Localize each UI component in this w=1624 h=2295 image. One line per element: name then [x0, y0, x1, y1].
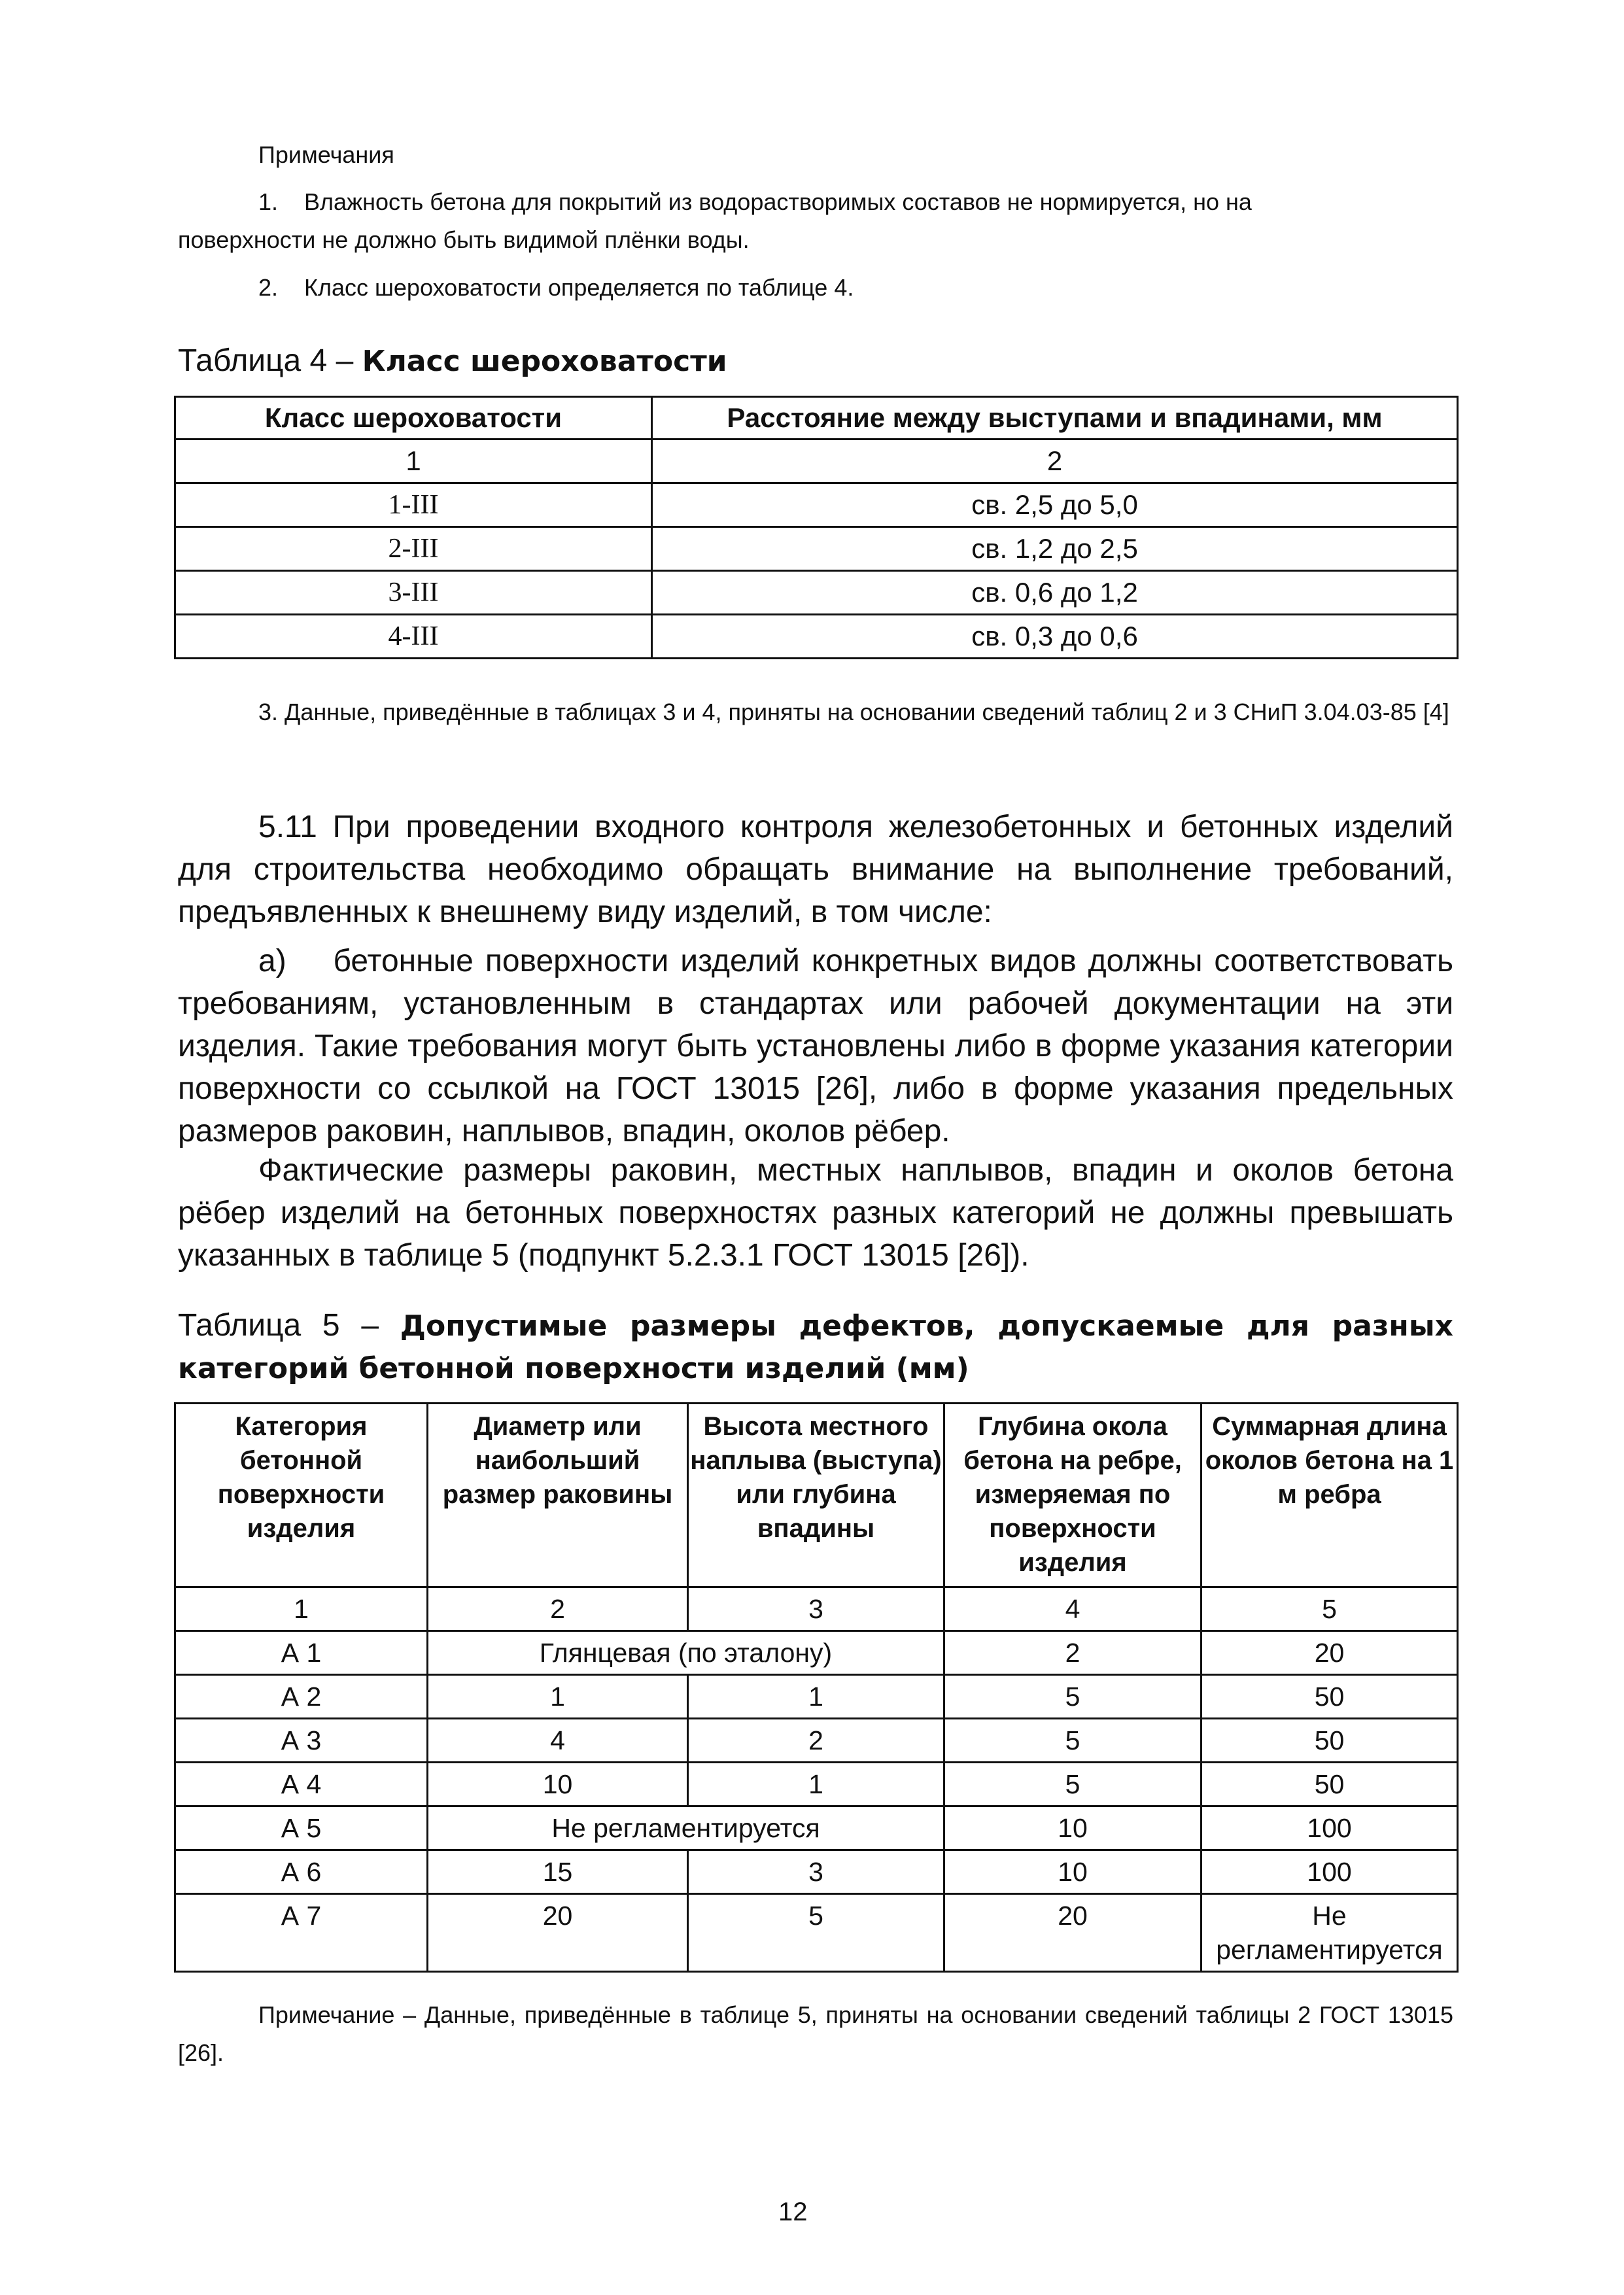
table-row	[175, 1806, 1458, 1850]
header-cell: Высота местного наплыва (выступа) или глубина впадины	[688, 1404, 944, 1587]
note-2: 2. Класс шероховатости определяется по таблице 4.	[258, 274, 854, 301]
cell: 20	[1201, 1631, 1458, 1675]
cell: 3	[688, 1587, 944, 1631]
cell: 1	[688, 1763, 944, 1806]
cell: 5	[688, 1894, 944, 1972]
header-cell: Суммарная длина околов бетона на 1 м ребра	[1201, 1404, 1458, 1587]
header-cell: Расстояние между выступами и впадинами, мм	[652, 397, 1458, 440]
cell: Глянцевая (по эталону)	[428, 1631, 944, 1675]
table5-note: Примечание – Данные, приведённые в таблице 5, приняты на основании сведений таблицы 2 ГОСТ 13015 [26].	[178, 2001, 1453, 2066]
cell: св. 0,6 до 1,2	[652, 571, 1458, 615]
cell: А 4	[175, 1763, 428, 1806]
defects-table	[174, 1402, 1459, 1973]
roughness-table	[174, 396, 1459, 659]
paragraph-5-11: 5.11 При проведении входного контроля железобетонных и бетонных изделий для строительства необходимо обращать внимание на выполнение требований, предъявленных к внешнему виду изделий, в том числе:	[178, 810, 1453, 929]
cell: А 7	[175, 1894, 428, 1972]
cell: 5	[944, 1719, 1201, 1763]
cell: Не регламентируется	[1201, 1894, 1458, 1972]
table-row	[175, 1850, 1458, 1894]
header-cell: Глубина окола бетона на ребре, измеряемая по поверхности изделия	[944, 1404, 1201, 1587]
cell: 4-III	[175, 615, 652, 659]
table-row	[175, 1719, 1458, 1763]
cell: 10	[944, 1850, 1201, 1894]
cell: 15	[428, 1850, 688, 1894]
cell: 1-III	[175, 483, 652, 527]
cell: А 3	[175, 1719, 428, 1763]
cell: 2	[428, 1587, 688, 1631]
note-1: 1. Влажность бетона для покрытий из водорастворимых составов не нормируется, но на	[258, 188, 1252, 215]
header-cell: Диаметр или наибольший размер раковины	[428, 1404, 688, 1587]
cell: 1	[688, 1675, 944, 1719]
cell: 2	[688, 1719, 944, 1763]
cell: 10	[428, 1763, 688, 1806]
cell: 2-III	[175, 527, 652, 571]
cell: 10	[944, 1806, 1201, 1850]
cell: 1	[175, 440, 652, 483]
cell: Не регламентируется	[428, 1806, 944, 1850]
cell: 5	[944, 1675, 1201, 1719]
cell: 100	[1201, 1806, 1458, 1850]
cell: 1	[428, 1675, 688, 1719]
table-row	[175, 1675, 1458, 1719]
note-1-cont: поверхности не должно быть видимой плёнки воды.	[178, 226, 750, 253]
cell: 20	[944, 1894, 1201, 1972]
header-cell: Категория бетонной поверхности изделия	[175, 1404, 428, 1587]
paragraph-a: а) бетонные поверхности изделий конкретных видов должны соответствовать требованиям, установленным в стандартах или рабочей документации на эти изделия. Такие требования могут быть установлены либо в форме указания категории поверхности со ссылкой на ГОСТ 13015 [26], либо в форме указания предельных размеров раковин, наплывов, впадин, околов рёбер.	[178, 944, 1462, 1148]
cell: 50	[1201, 1675, 1458, 1719]
cell: А 6	[175, 1850, 428, 1894]
cell: 3-III	[175, 571, 652, 615]
cell: А 1	[175, 1631, 428, 1675]
cell: 20	[428, 1894, 688, 1972]
cell: св. 1,2 до 2,5	[652, 527, 1458, 571]
cell: А 5	[175, 1806, 428, 1850]
table-row	[175, 1894, 1458, 1972]
table-row	[175, 1763, 1458, 1806]
cell: 2	[652, 440, 1458, 483]
cell: 5	[1201, 1587, 1458, 1631]
cell: св. 0,3 до 0,6	[652, 615, 1458, 659]
cell: 5	[944, 1763, 1201, 1806]
cell: А 2	[175, 1675, 428, 1719]
cell: 100	[1201, 1850, 1458, 1894]
cell: 50	[1201, 1719, 1458, 1763]
table4-caption: Таблица 4 – Класс шероховатости	[178, 343, 727, 378]
table5-caption: Таблица 5 – Допустимые размеры дефектов, допускаемые для разных категорий бетонной поверхности изделий (мм)	[178, 1308, 1453, 1385]
paragraph-actual-sizes: Фактические размеры раковин, местных наплывов, впадин и околов бетона рёбер изделий на бетонных поверхностях разных категорий не должны превышать указанных в таблице 5 (подпункт 5.2.3.1 ГОСТ 13015 [26]).	[178, 1153, 1453, 1273]
header-cell: Класс шероховатости	[175, 397, 652, 440]
table-row	[175, 1631, 1458, 1675]
note-3: 3. Данные, приведённые в таблицах 3 и 4, приняты на основании сведений таблиц 2 и 3 СНиП 3.04.03-85 [4]	[258, 699, 1449, 725]
cell: 2	[944, 1631, 1201, 1675]
cell: 4	[428, 1719, 688, 1763]
cell: 4	[944, 1587, 1201, 1631]
cell: 3	[688, 1850, 944, 1894]
cell: 50	[1201, 1763, 1458, 1806]
cell: 1	[175, 1587, 428, 1631]
page-number: 12	[778, 2198, 808, 2226]
cell: св. 2,5 до 5,0	[652, 483, 1458, 527]
notes-heading: Примечания	[258, 141, 394, 168]
